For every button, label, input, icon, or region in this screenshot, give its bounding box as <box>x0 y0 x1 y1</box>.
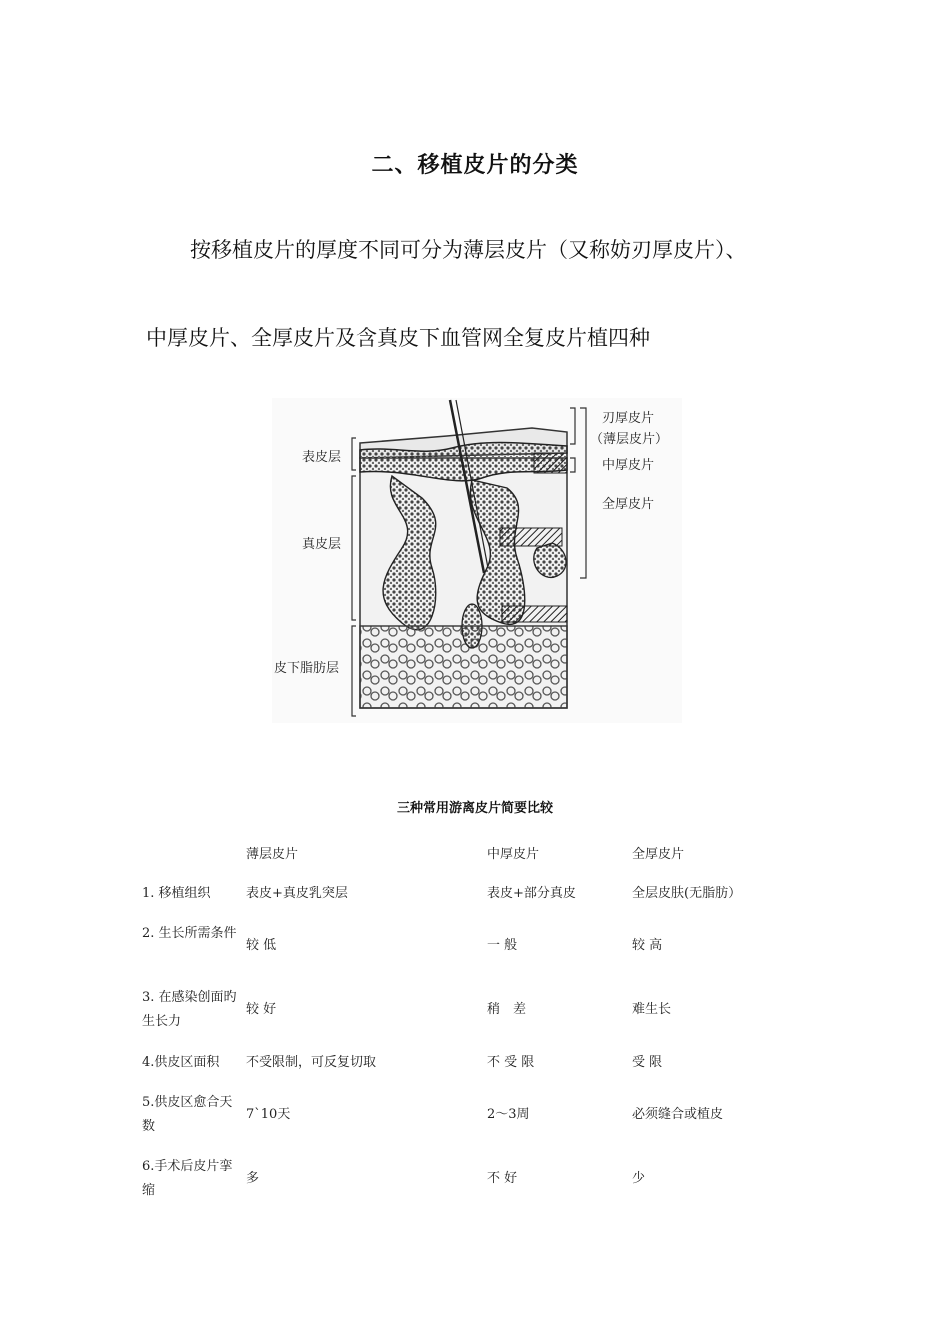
table-row-item: 2. 生长所需条件 <box>142 926 237 941</box>
skin-layers-figure <box>272 398 682 723</box>
table-header-medium: 中厚皮片 <box>487 847 540 862</box>
table-cell: 较 高 <box>632 938 663 953</box>
table-cell: 少 <box>632 1171 646 1186</box>
table-cell: 不受限制，可反复切取 <box>246 1055 377 1070</box>
section-heading: 二、移植皮片的分类 <box>371 153 579 178</box>
table-cell: 较 低 <box>246 938 277 953</box>
table-cell: 表皮+部分真皮 <box>487 886 576 901</box>
table-cell: 表皮+真皮乳突层 <box>246 886 348 901</box>
table-cell: 不 受 限 <box>487 1055 535 1070</box>
table-cell: 2～3周 <box>487 1107 530 1122</box>
intro-paragraph-line-2: 中厚皮片、全厚皮片及含真皮下血管网全复皮片植四种 <box>146 326 650 350</box>
table-cell: 难生长 <box>632 1002 672 1017</box>
table-cell: 稍 差 <box>487 1002 527 1017</box>
label-full-thickness: 全厚皮片 <box>602 497 655 512</box>
label-epidermis: 表皮层 <box>302 450 342 465</box>
table-header-thin: 薄层皮片 <box>246 847 299 862</box>
table-cell: 多 <box>246 1171 260 1186</box>
table-cell: 全层皮肤(无脂肪） <box>632 886 742 901</box>
table-row-item: 5.供皮区愈合天数 <box>142 1095 233 1134</box>
table-cell: 较 好 <box>246 1002 277 1017</box>
label-split-thickness: 刃厚皮片 <box>602 411 655 426</box>
table-cell: 一 般 <box>487 938 518 953</box>
table-row-item: 3. 在感染创面旳生长力 <box>142 990 237 1029</box>
table-cell: 7`10天 <box>246 1107 291 1122</box>
skin-layers-illustration <box>272 398 682 723</box>
label-dermis: 真皮层 <box>302 537 342 552</box>
table-row-item: 1. 移植组织 <box>142 886 211 901</box>
table-row-item: 6.手术后皮片挛缩 <box>142 1159 233 1198</box>
table-cell: 受 限 <box>632 1055 663 1070</box>
label-thin-skin: （薄层皮片） <box>590 432 669 447</box>
table-header-full: 全厚皮片 <box>632 847 685 862</box>
label-medium-thickness: 中厚皮片 <box>602 458 655 473</box>
label-subcutaneous-fat: 皮下脂肪层 <box>274 661 340 676</box>
table-row-item: 4.供皮区面积 <box>142 1055 220 1070</box>
table-cell: 必须缝合或植皮 <box>632 1107 724 1122</box>
table-cell: 不 好 <box>487 1171 518 1186</box>
table-title: 三种常用游离皮片简要比较 <box>396 801 553 816</box>
intro-paragraph-line-1: 按移植皮片的厚度不同可分为薄层皮片（又称妨刃厚皮片）、 <box>190 238 747 262</box>
